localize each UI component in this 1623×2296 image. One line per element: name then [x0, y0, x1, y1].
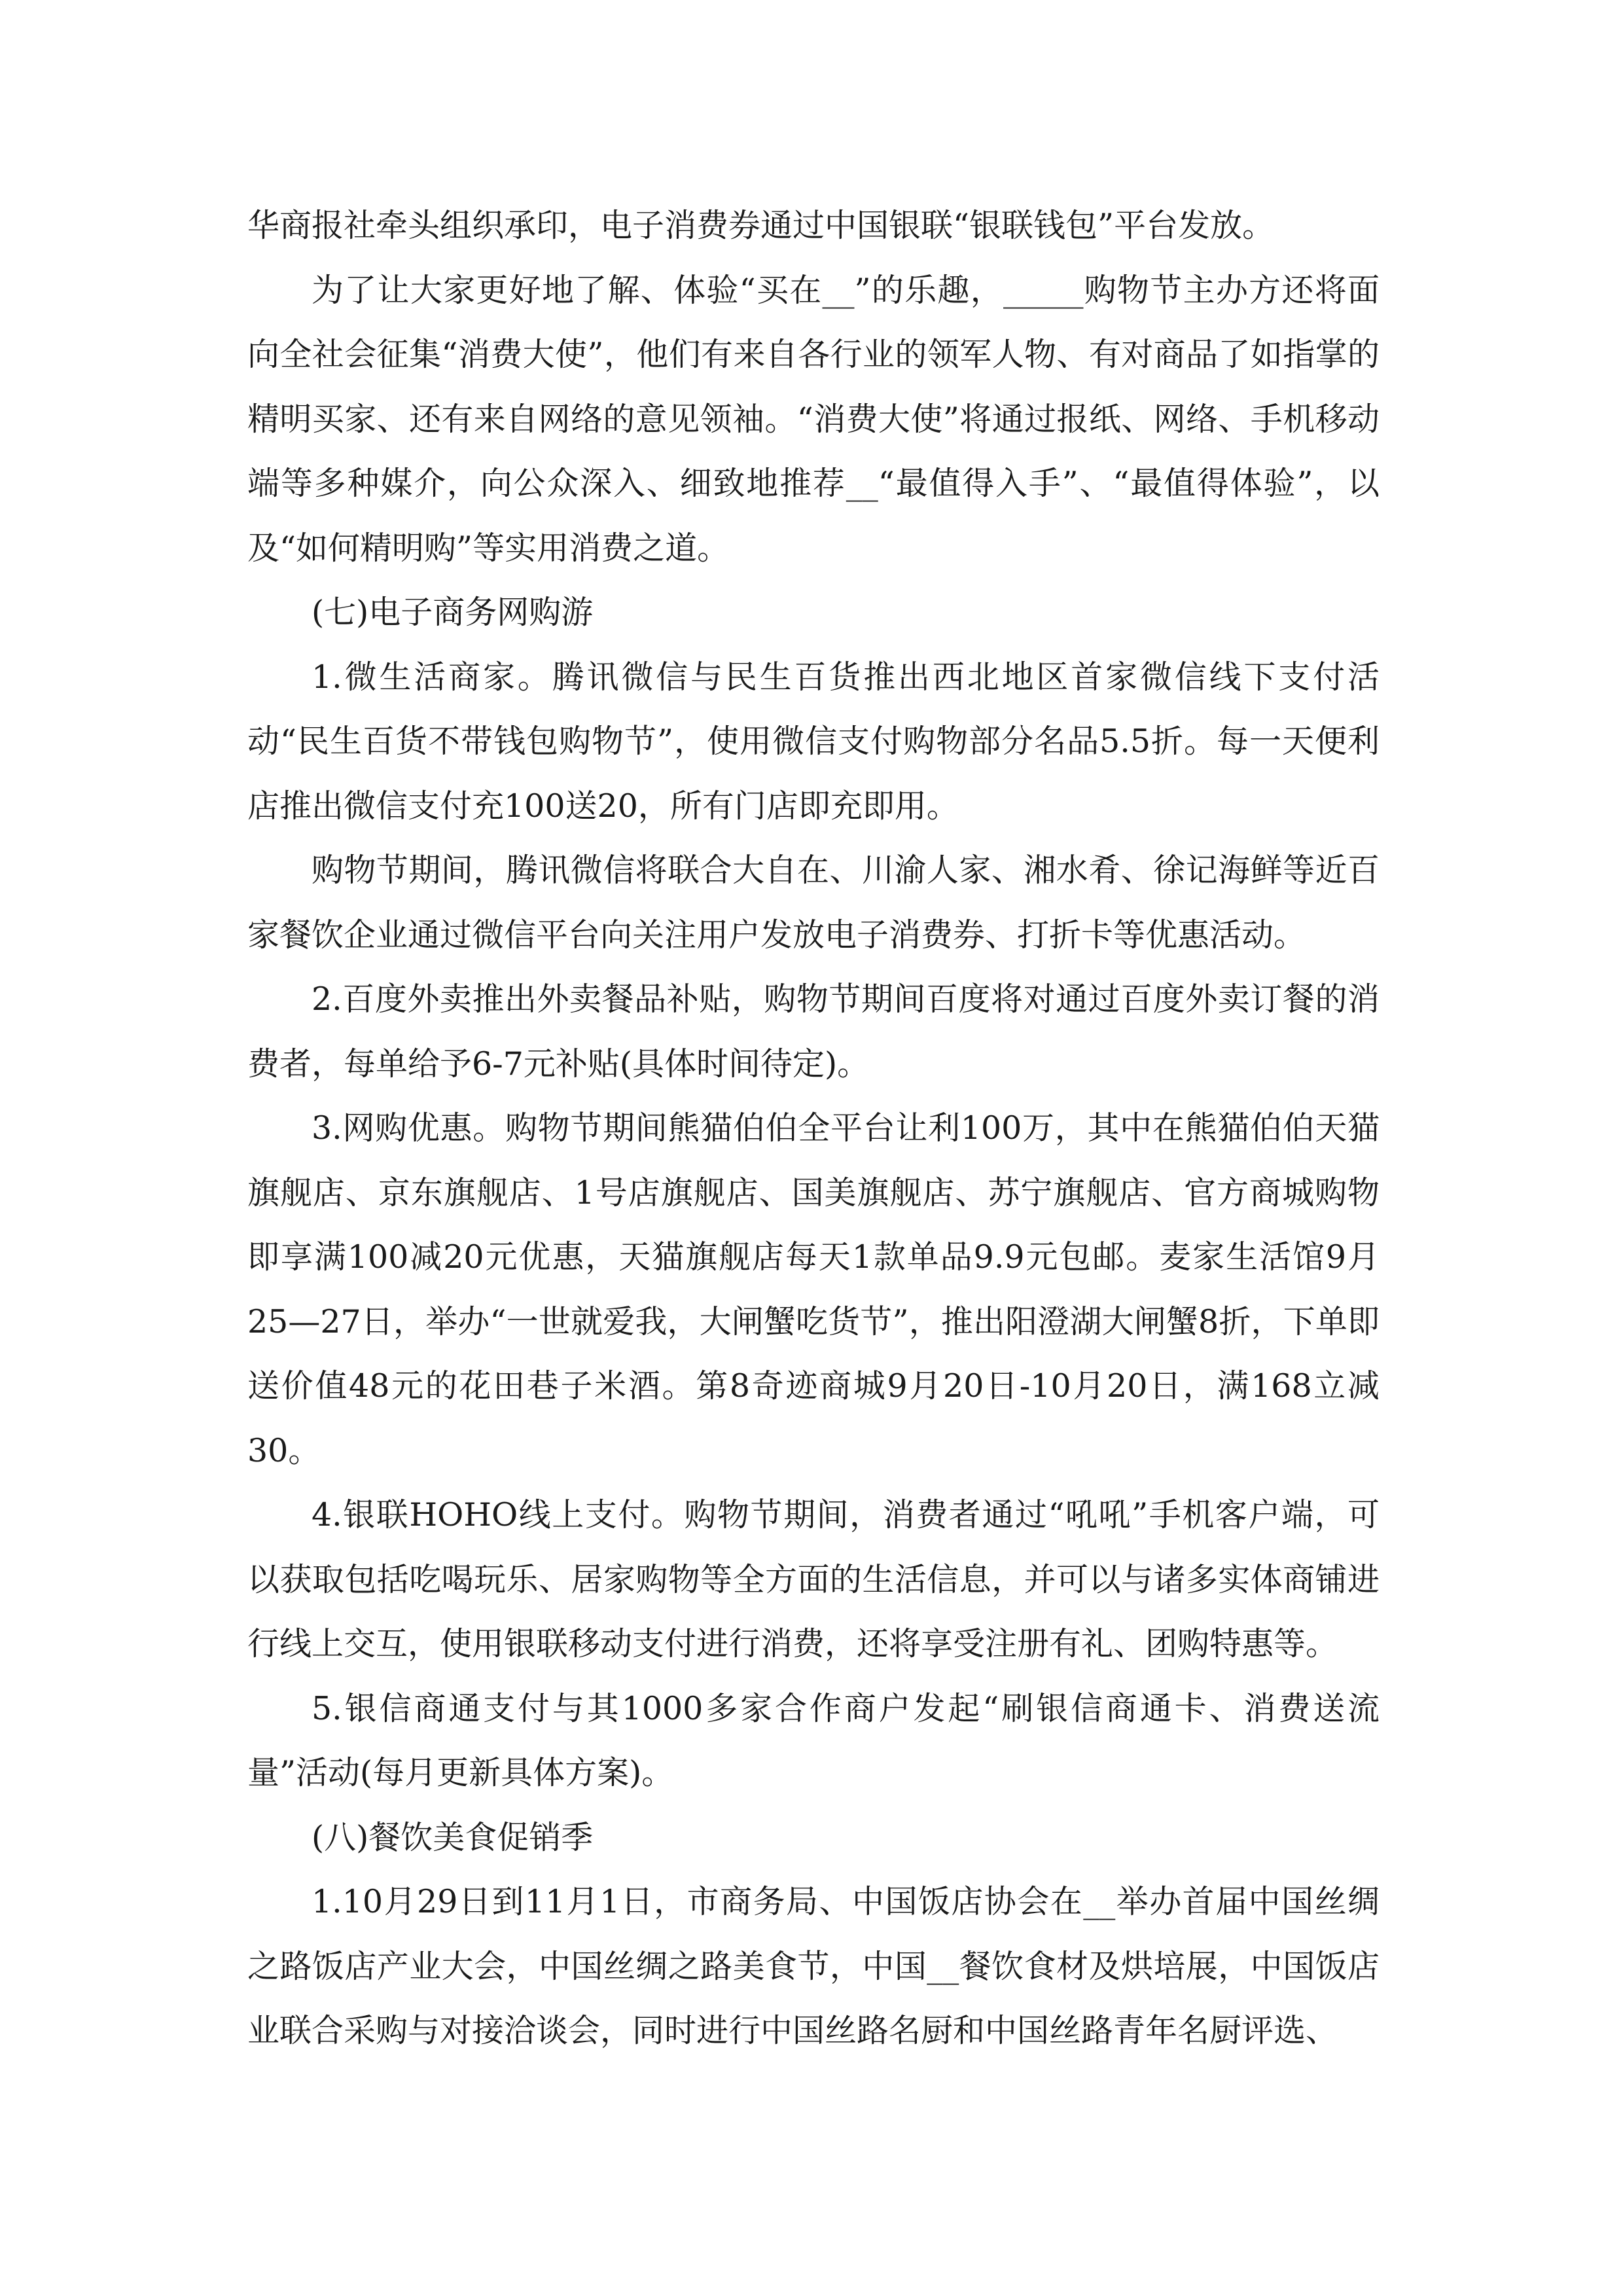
paragraph: 为了让大家更好地了解、体验“买在__”的乐趣，_____购物节主办方还将面向全社会征集“消费大使”，他们有来自各行业的领军人物、有对商品了如指掌的精明买家、还有来自网络的意见领袖。“消费大使”将通过报纸、网络、手机移动端等多种媒介，向公众深入、细致地推荐__“最值得入手”、“最值得体验”，以及“如何精明购”等实用消费之道。 [247, 271, 1380, 567]
paragraph: 2.百度外卖推出外卖餐品补贴，购物节期间百度将对通过百度外卖订餐的消费者，每单给予6-7元补贴(具体时间待定)。 [247, 980, 1380, 1083]
paragraph: 3.网购优惠。购物节期间熊猫伯伯全平台让利100万，其中在熊猫伯伯天猫旗舰店、京东旗舰店、1号店旗舰店、国美旗舰店、苏宁旗舰店、官方商城购物即享满100减20元优惠，天猫旗舰店每天1款单品9.9元包邮。麦家生活馆9月25—27日，举办“一世就爱我，大闸蟹吃货节”，推出阳澄湖大闸蟹8折，下单即送价值48元的花田巷子米酒。第8奇迹商城9月20日-10月20日，满168立减30。 [247, 1109, 1380, 1469]
document-body [247, 194, 1380, 2064]
paragraph: 1.10月29日到11月1日，市商务局、中国饭店协会在__举办首届中国丝绸之路饭店产业大会，中国丝绸之路美食节，中国__餐饮食材及烘培展，中国饭店业联合采购与对接洽谈会，同时进行中国丝路名厨和中国丝路青年名厨评选、 [247, 1883, 1380, 2049]
section-heading: (七)电子商务网购游 [312, 594, 594, 631]
paragraph: 5.银信商通支付与其1000多家合作商户发起“刷银信商通卡、消费送流量”活动(每月更新具体方案)。 [247, 1689, 1380, 1791]
paragraph: 1.微生活商家。腾讯微信与民生百货推出西北地区首家微信线下支付活动“民生百货不带钱包购物节”，使用微信支付购物部分名品5.5折。每一天便利店推出微信支付充100送20，所有门店即充即用。 [247, 658, 1380, 825]
paragraph: 华商报社牵头组织承印，电子消费券通过中国银联“银联钱包”平台发放。 [247, 207, 1275, 244]
section-heading: (八)餐饮美食促销季 [312, 1818, 594, 1856]
paragraph: 4.银联HOHO线上支付。购物节期间，消费者通过“吼吼”手机客户端，可以获取包括吃喝玩乐、居家购物等全方面的生活信息，并可以与诸多实体商铺进行线上交互，使用银联移动支付进行消费，还将享受注册有礼、团购特惠等。 [247, 1496, 1380, 1662]
paragraph: 购物节期间，腾讯微信将联合大自在、川渝人家、湘水肴、徐记海鲜等近百家餐饮企业通过微信平台向关注用户发放电子消费券、打折卡等优惠活动。 [247, 852, 1380, 954]
